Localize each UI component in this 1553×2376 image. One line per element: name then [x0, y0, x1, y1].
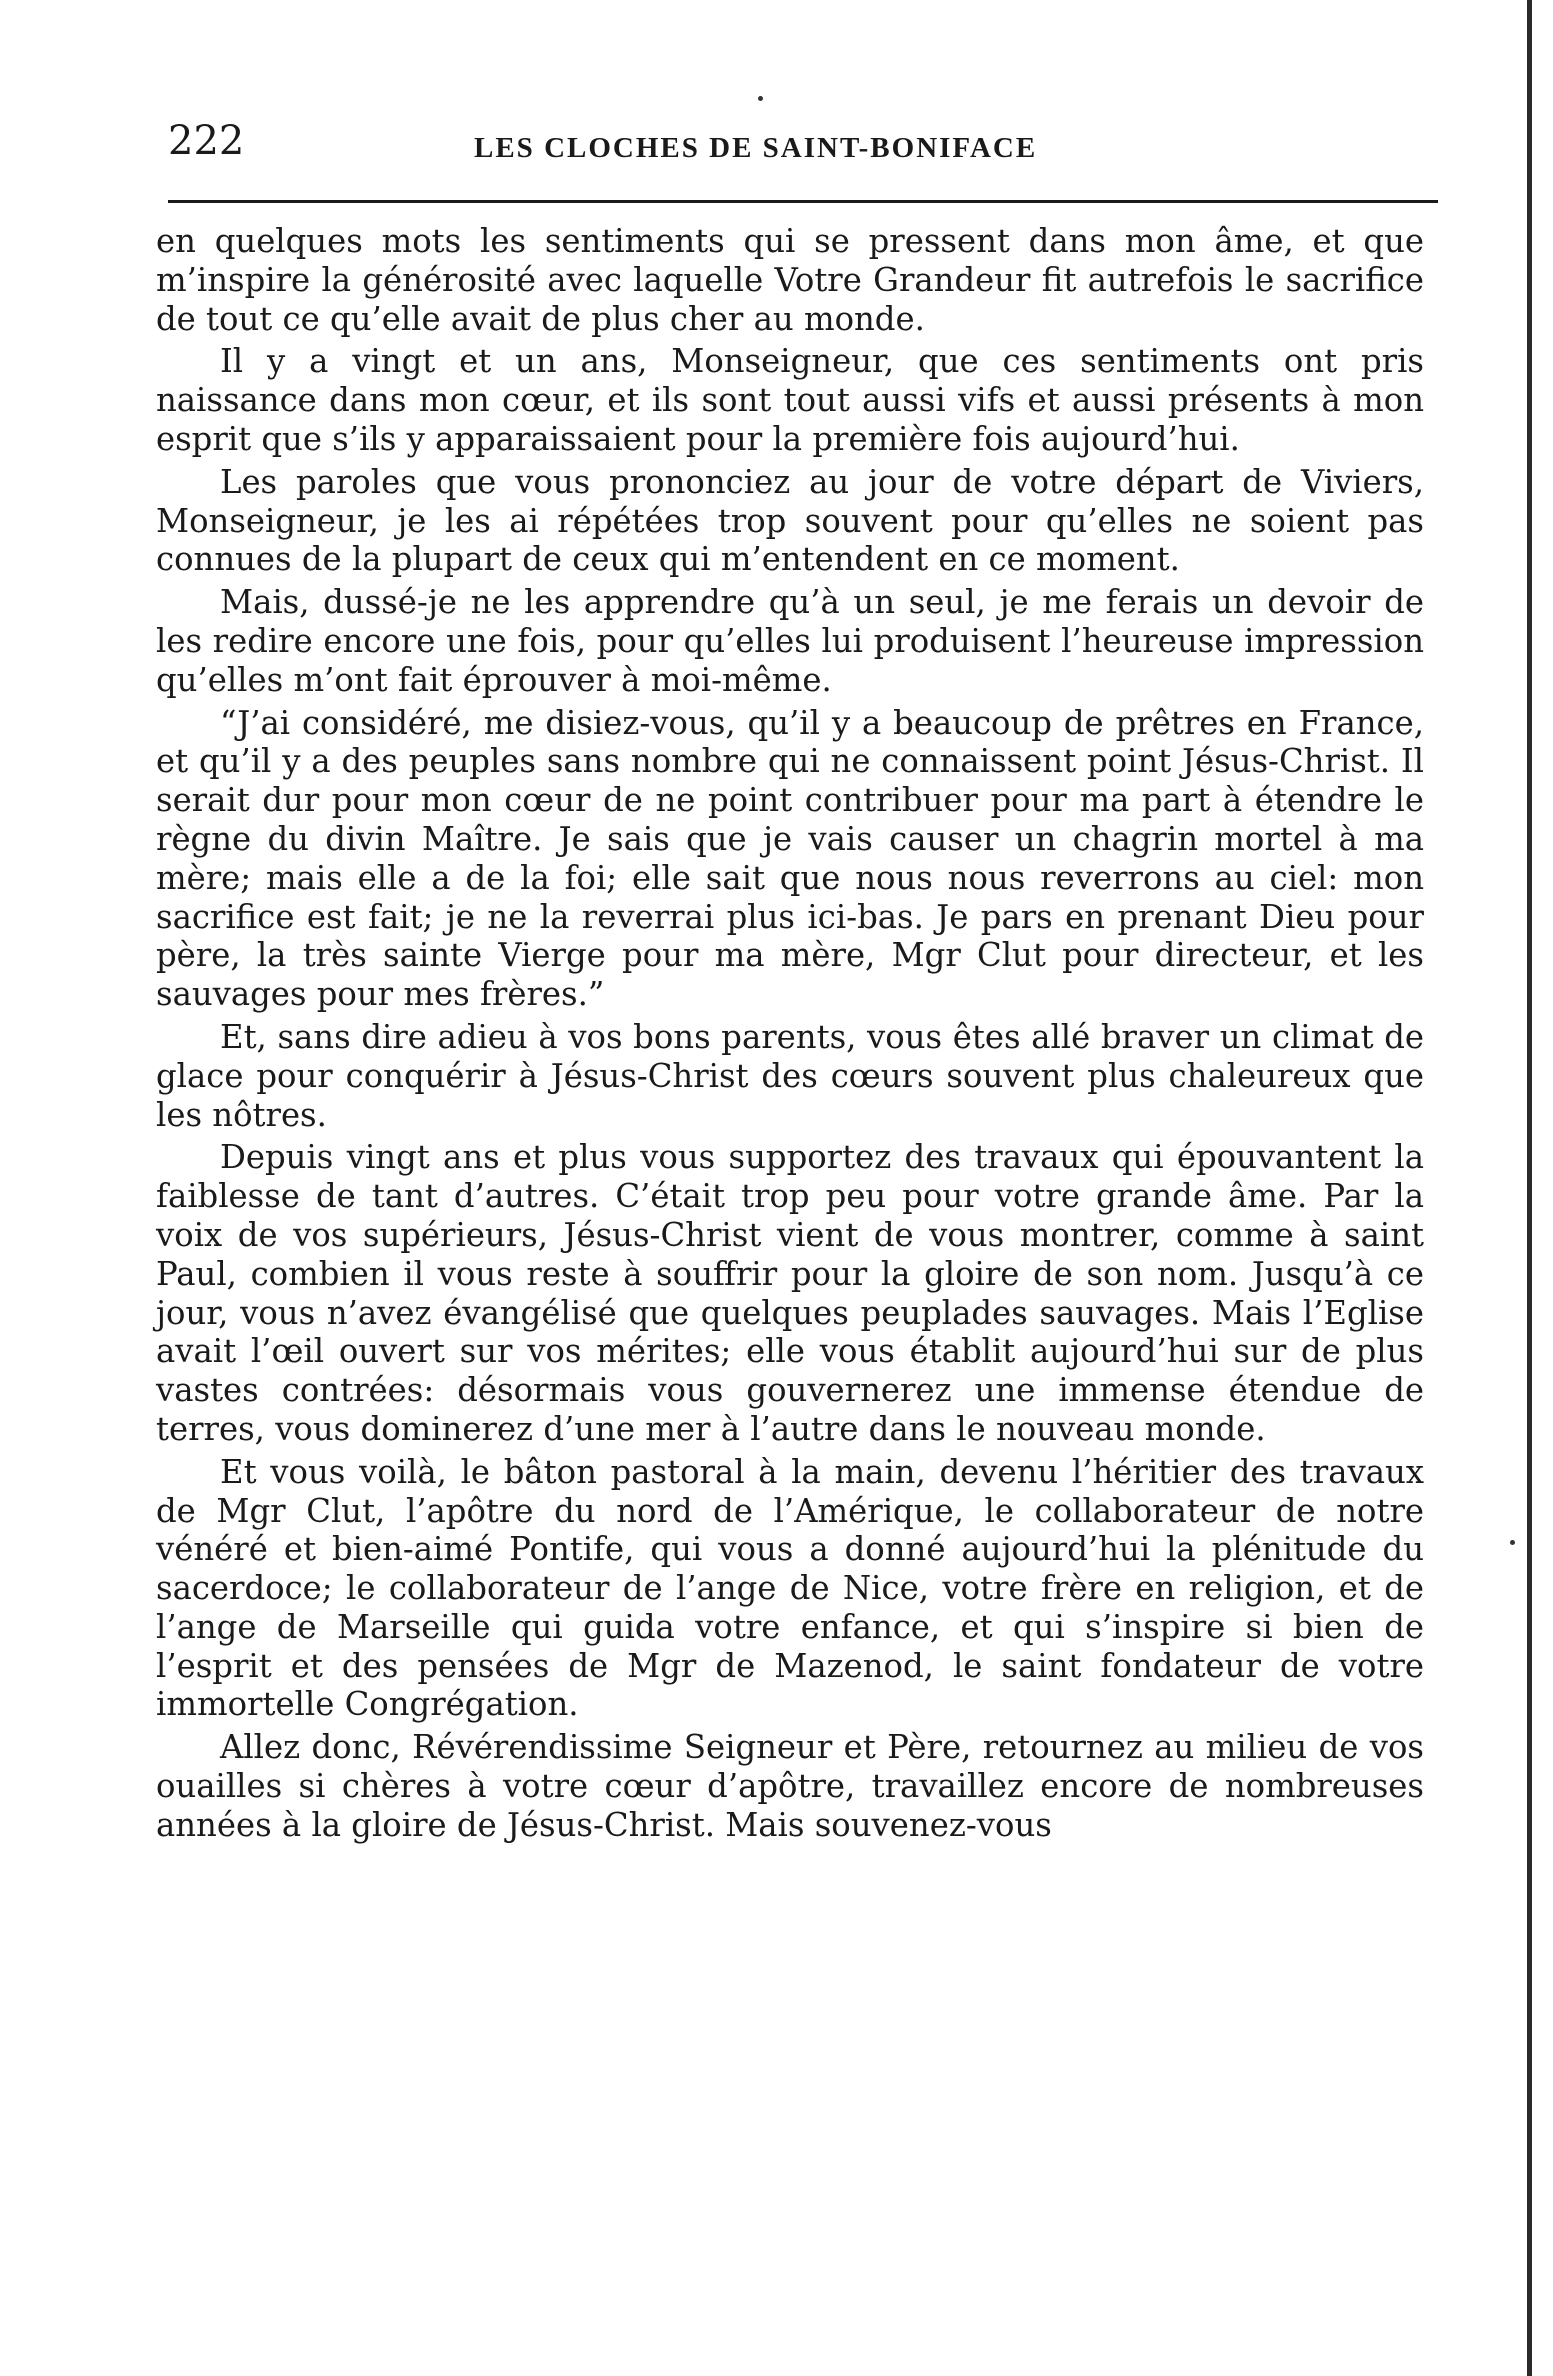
- paragraph: “J’ai considéré, me disiez-vous, qu’il y a beaucoup de prêtres en France, et qu’il y a des peuples sans nombre qui ne connaissent point Jésus-Christ. Il serait dur pour mon cœur de ne point contribuer pour ma part à étendre le règne du divin Maître. Je sais que je vais causer un chagrin mortel à ma mère; mais elle a de la foi; elle sait que nous nous reverrons au ciel: mon sacrifice est fait; je ne la reverrai plus ici-bas. Je pars en prenant Dieu pour père, la très sainte Vierge pour ma mère, Mgr Clut pour directeur, et les sauvages pour mes frères.”: [156, 703, 1424, 1014]
- paragraph: Mais, dussé-je ne les apprendre qu’à un seul, je me ferais un devoir de les redire encore une fois, pour qu’elles lui produisent l’heureuse impression qu’elles m’ont fait éprouver à moi-même.: [156, 583, 1424, 699]
- paragraph: Les paroles que vous prononciez au jour de votre départ de Viviers, Monseigneur, je les ai répétées trop souvent pour qu’elles ne soient pas connues de la plupart de ceux qui m’entendent en ce moment.: [156, 462, 1424, 579]
- ink-speck: [1510, 1540, 1515, 1545]
- running-title: LES CLOCHES DE SAINT-BONIFACE: [474, 132, 1038, 164]
- paragraph: Et, sans dire adieu à vos bons parents, vous êtes allé braver un climat de glace pour conquérir à Jésus-Christ des cœurs souvent plus chaleureux que les nôtres.: [156, 1017, 1424, 1134]
- header-rule: [168, 200, 1438, 203]
- body-text: [156, 222, 1424, 1849]
- page-number: 222: [168, 118, 245, 164]
- paragraph: en quelques mots les sentiments qui se pressent dans mon âme, et que m’inspire la générosité avec laquelle Votre Grandeur fit autrefois le sacrifice de tout ce qu’elle avait de plus cher au monde.: [156, 222, 1424, 338]
- paragraph: Allez donc, Révérendissime Seigneur et Père, retournez au milieu de vos ouailles si chères à votre cœur d’apôtre, travaillez encore de nombreuses années à la gloire de Jésus-Christ. Mais souvenez-vous: [156, 1728, 1424, 1844]
- page-header: [168, 118, 1438, 178]
- page-edge-line: [1527, 0, 1532, 2376]
- paragraph: Il y a vingt et un ans, Monseigneur, que ces sentiments ont pris naissance dans mon cœur, et ils sont tout aussi vifs et aussi présents à mon esprit que s’ils y apparaissaient pour la première fois aujourd’hui.: [156, 342, 1424, 458]
- paragraph: Depuis vingt ans et plus vous supportez des travaux qui épouvantent la faiblesse de tant d’autres. C’était trop peu pour votre grande âme. Par la voix de vos supérieurs, Jésus-Christ vient de vous montrer, comme à saint Paul, combien il vous reste à souffrir pour la gloire de son nom. Jusqu’à ce jour, vous n’avez évangélisé que quelques peuplades sauvages. Mais l’Eglise avait l’œil ouvert sur vos mérites; elle vous établit aujourd’hui sur de plus vastes contrées: désormais vous gouvernerez une immense étendue de terres, vous dominerez d’une mer à l’autre dans le nouveau monde.: [156, 1138, 1424, 1448]
- ink-speck: [758, 96, 763, 101]
- paragraph: Et vous voilà, le bâton pastoral à la main, devenu l’héritier des travaux de Mgr Clut, l’apôtre du nord de l’Amérique, le collaborateur de notre vénéré et bien-aimé Pontife, qui vous a donné aujourd’hui la plénitude du sacerdoce; le collaborateur de l’ange de Nice, votre frère en religion, et de l’ange de Marseille qui guida votre enfance, et qui s’inspire si bien de l’esprit et des pensées de Mgr de Mazenod, le saint fondateur de votre immortelle Congrégation.: [156, 1452, 1424, 1724]
